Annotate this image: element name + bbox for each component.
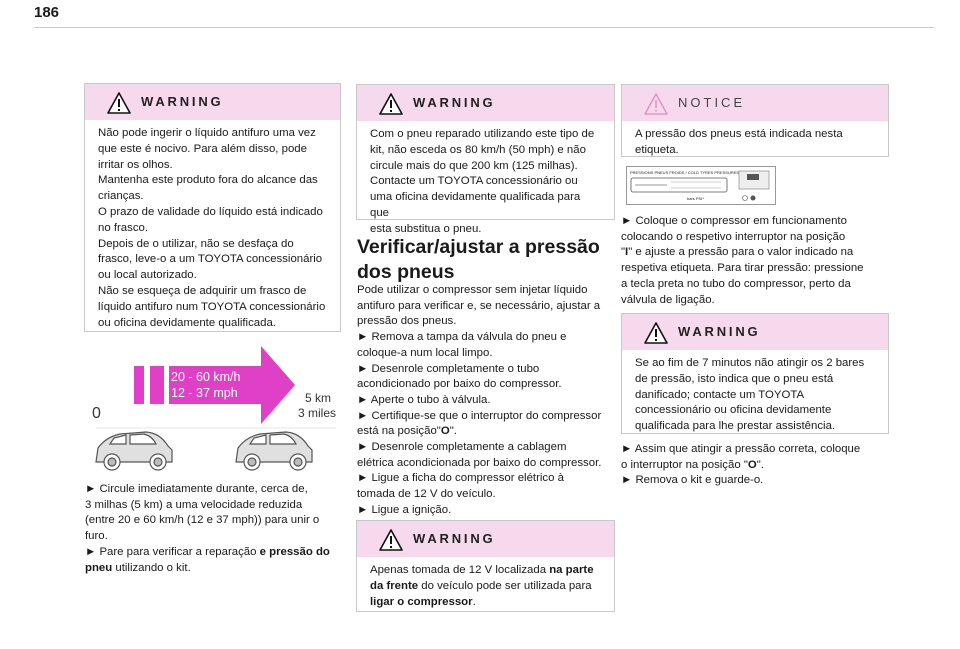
warning-box-speed: [356, 84, 615, 235]
instruction-line: [621, 458, 893, 474]
warning-text: do veículo pode ser utilizada para: [418, 579, 592, 592]
instruction-line: ► Assim que atingir a pressão correta, coloque: [621, 443, 861, 455]
step-line: ► Desenrole completamente o tubo: [357, 362, 540, 375]
car-left-icon: [96, 432, 172, 470]
instruction-line: furo.: [85, 530, 108, 543]
warning-box-socket: [356, 520, 615, 612]
step-line: ► Aperte o tubo à válvula.: [357, 393, 491, 406]
instruction-line: [621, 245, 893, 261]
header-rule: [34, 27, 934, 28]
drive-illustration-svg: [88, 340, 343, 475]
speed-mph-label: 12 - 37 mph: [171, 386, 238, 400]
step-line: ► Desenrole completamente a cablagem: [357, 441, 567, 454]
warning-line: ou oficina devidamente qualificada.: [98, 316, 276, 329]
warning-body: [622, 350, 888, 443]
notice-triangle-icon: [644, 93, 668, 115]
notice-line: A pressão dos pneus está indicada nesta: [635, 128, 843, 140]
warning-line: líquido antifuro num TOYOTA concessionário: [98, 300, 326, 313]
warning-title: WARNING: [141, 94, 224, 109]
warning-line: ou local autorizado.: [98, 269, 197, 282]
warning-line: Depois de o utilizar, não se desfaça do: [98, 237, 294, 250]
step-line: Pode utilizar o compressor sem injetar líquido: [357, 284, 588, 296]
notice-header: [622, 85, 888, 121]
warning-line: irritar os olhos.: [98, 158, 173, 171]
warning-title: WARNING: [413, 531, 496, 546]
drive-illustration: [88, 340, 343, 475]
drive-instructions: [85, 482, 347, 576]
warning-header: [85, 84, 340, 120]
label-units: bars PSI*: [687, 196, 704, 201]
pressure-steps: [357, 283, 619, 519]
warning-line: uma oficina devidamente qualificada para que: [370, 191, 581, 219]
warning-line: Com o pneu reparado utilizando este tipo de: [370, 128, 595, 140]
warning-body: [357, 121, 614, 246]
warning-line: Mantenha este produto fora do alcance das: [98, 174, 318, 187]
warning-line: frasco, leve-o a um TOYOTA concessionário: [98, 253, 323, 266]
page-number: 186: [34, 4, 60, 21]
warning-header: [622, 314, 888, 350]
instruction-text: o interruptor na posição ": [621, 458, 748, 471]
warning-line: danificado; contacte um TOYOTA: [635, 388, 805, 401]
instruction-line: a tecla preta no tubo do compressor, perto da: [621, 277, 851, 290]
instruction-bold: e pressão do: [259, 545, 330, 558]
warning-line: qualificada para lhe prestar assistência.: [635, 420, 836, 433]
step-line: ► Certifique-se que o interruptor do compressor: [357, 409, 602, 422]
notice-box: [621, 84, 889, 157]
instruction-text: ► Pare para verificar a reparação: [85, 545, 260, 558]
warning-box-pressure: [621, 313, 889, 434]
step-line: ► Remova a tampa da válvula do pneu e: [357, 331, 567, 344]
instruction-line: [85, 545, 347, 561]
speed-kmh-label: 20 - 60 km/h: [171, 370, 241, 384]
instruction-line: válvula de ligação.: [621, 293, 715, 306]
warning-line: circule mais do que 200 km (125 milhas).: [370, 159, 578, 172]
warning-bold: na parte: [549, 564, 594, 576]
instruction-bold: pneu: [85, 561, 113, 574]
warning-body: [85, 120, 340, 339]
warning-line: esta substitua o pneu.: [370, 222, 482, 235]
step-line: ► Ligue a ignição.: [357, 503, 452, 516]
step-text: está na posição": [357, 425, 441, 438]
instruction-bold: I: [625, 246, 629, 259]
compressor-instructions: [621, 214, 893, 308]
step-line: pressão dos pneus.: [357, 315, 457, 328]
warning-line: Não se esqueça de adquirir um frasco de: [98, 284, 307, 297]
warning-text: Apenas tomada de 12 V localizada: [370, 564, 550, 576]
step-line: antifuro para verificar e, se necessário, ajustar a: [357, 299, 601, 312]
warning-triangle-icon: [379, 93, 403, 115]
warning-line: Contacte um TOYOTA concessionário ou: [370, 175, 578, 188]
step-line: acondicionado por baixo do compressor.: [357, 378, 562, 391]
instruction-text: " e ajuste a pressão para o valor indicado na: [628, 246, 854, 259]
start-distance-label: 0: [92, 405, 101, 422]
step-line: ► Ligue a ficha do compressor elétrico à: [357, 472, 564, 485]
warning-bold: ligar o compressor: [370, 595, 473, 608]
warning-title: WARNING: [678, 324, 761, 339]
instruction-text: ".: [756, 458, 764, 471]
heading-line: dos pneus: [357, 261, 455, 283]
final-instructions: [621, 442, 893, 489]
warning-line: [370, 595, 602, 611]
distance-km-label: 5 km: [305, 391, 332, 405]
instruction-line: colocando o respetivo interruptor na posição: [621, 230, 846, 243]
notice-line: etiqueta.: [635, 143, 679, 156]
warning-triangle-icon: [644, 322, 668, 344]
warning-header: [357, 85, 614, 121]
warning-line: crianças.: [98, 190, 144, 203]
tire-pressure-label: [626, 166, 776, 205]
warning-line: que este é nocivo. Para além disso, pode: [98, 142, 307, 155]
step-line: elétrica acondicionada por baixo do compressor.: [357, 456, 602, 469]
notice-body: [622, 121, 888, 167]
warning-box-antifreeze: [84, 83, 341, 332]
warning-triangle-icon: [379, 529, 403, 551]
distance-miles-label: 3 miles: [298, 406, 337, 420]
instruction-line: ► Circule imediatamente durante, cerca de,: [85, 483, 308, 495]
warning-line: concessionário ou oficina devidamente: [635, 404, 832, 417]
warning-title: WARNING: [413, 95, 496, 110]
step-bold: O: [440, 425, 450, 438]
warning-text: .: [472, 595, 476, 608]
notice-title: NOTICE: [678, 95, 746, 110]
warning-line: no frasco.: [98, 221, 149, 234]
warning-line: Se ao fim de 7 minutos não atingir os 2 bares: [635, 357, 865, 369]
step-line: tomada de 12 V do veículo.: [357, 488, 496, 501]
warning-line: O prazo de validade do líquido está indicado: [98, 205, 323, 218]
instruction-line: respetiva etiqueta. Para tirar pressão: pressione: [621, 262, 864, 275]
warning-header: [357, 521, 614, 557]
instruction-line: [85, 561, 347, 577]
section-heading: [357, 235, 619, 285]
step-line: [357, 424, 619, 440]
instruction-text: ": [621, 246, 626, 259]
instruction-bold: O: [747, 458, 757, 471]
step-text: ".: [449, 425, 457, 438]
warning-body: [357, 557, 614, 618]
instruction-text: utilizando o kit.: [112, 561, 191, 574]
warning-triangle-icon: [107, 92, 131, 114]
warning-bold: da frente: [370, 579, 419, 592]
instruction-line: (entre 20 e 60 km/h (12 e 37 mph)) para unir o: [85, 514, 320, 527]
warning-line: [370, 563, 602, 579]
warning-line: Não pode ingerir o líquido antifuro uma vez: [98, 127, 316, 139]
warning-line: kit, não esceda os 80 km/h (50 mph) e não: [370, 143, 586, 156]
instruction-line: ► Coloque o compressor em funcionamento: [621, 215, 847, 227]
warning-line: [370, 579, 602, 595]
warning-line: de pressão, isto indica que o pneu está: [635, 372, 834, 385]
car-right-icon: [236, 432, 312, 470]
label-header: PRESSIONS PNEUS FROIDS / COLD TYRES PRESSURES: [630, 170, 740, 175]
instruction-line: ► Remova o kit e guarde-o.: [621, 474, 764, 487]
heading-line: Verificar/ajustar a pressão: [357, 236, 600, 258]
tire-pressure-label-svg: [627, 167, 775, 204]
instruction-line: 3 milhas (5 km) a uma velocidade reduzida: [85, 498, 303, 511]
step-line: coloque-a num local limpo.: [357, 346, 493, 359]
